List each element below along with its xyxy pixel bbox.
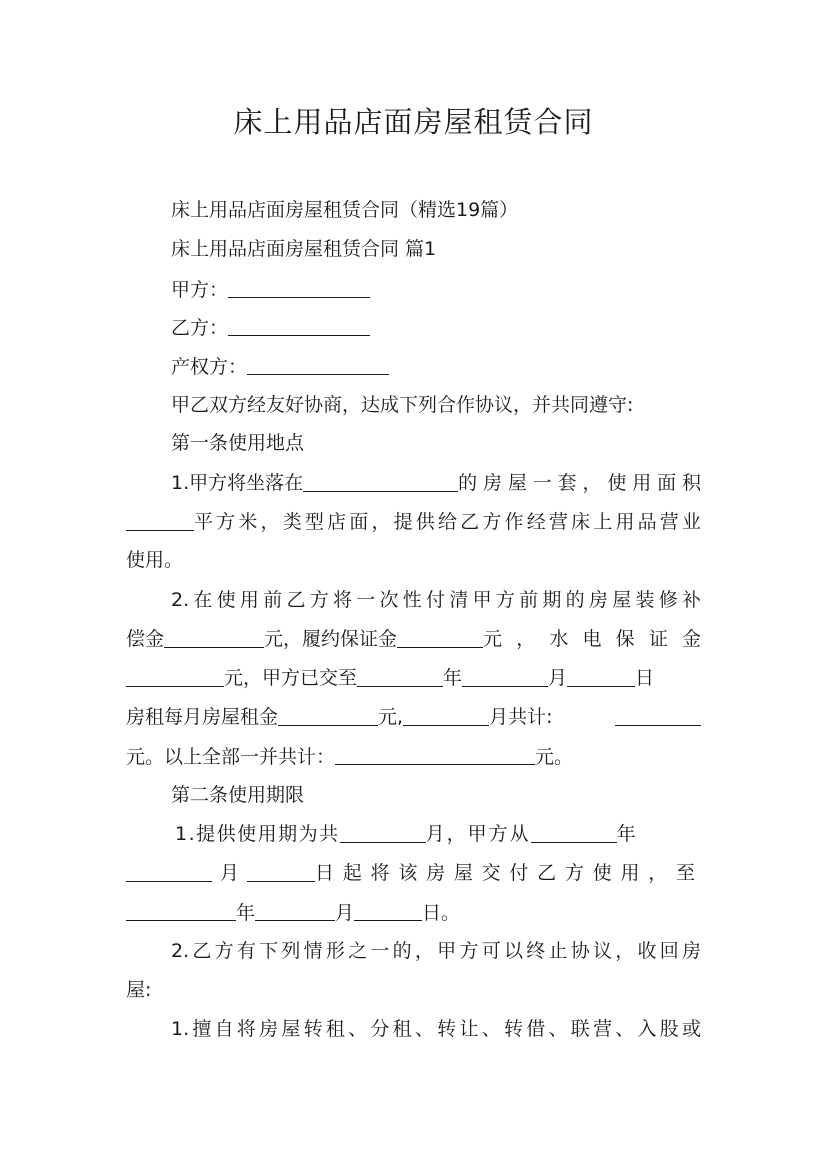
blank-field [228, 318, 370, 336]
owner-label: 产权方： [171, 356, 248, 378]
blank-field [531, 825, 617, 843]
party-a-label: 甲方： [171, 279, 229, 301]
blank-field [303, 474, 458, 492]
text-span: 元。以上全部一并共计： [126, 746, 336, 768]
text-span: 1.甲方将坐落在 [171, 472, 304, 494]
blank-field [354, 903, 422, 921]
paragraph-line: 1.擅自将房屋转租、分租、转让、转借、联营、入股或 [171, 1018, 701, 1040]
text-span: 月 [548, 667, 568, 689]
paragraph-line [126, 864, 701, 883]
party-a-line [171, 280, 370, 300]
blank-field [567, 669, 635, 687]
blank-field [247, 357, 389, 375]
text-span: 的房屋一套，使用面积 [458, 472, 701, 494]
text-span: 年 [236, 902, 256, 924]
text-span: 元，水电保证金 [483, 628, 701, 650]
blank-field [397, 630, 483, 648]
text-span: 平方米，类型店面，提供给乙方作经营床上用品营业 [194, 511, 701, 533]
blank-field [278, 708, 378, 726]
text-span: 月，甲方从 [425, 823, 531, 845]
document-title: 床上用品店面房屋租赁合同 [233, 105, 594, 139]
paragraph-line: 使用。 [126, 549, 184, 571]
blank-field [126, 513, 194, 531]
doc-subtitle: 床上用品店面房屋租赁合同（精选19篇） [171, 199, 519, 221]
paragraph-line [175, 825, 701, 844]
paragraph-line: 屋: [126, 979, 152, 1001]
paragraph-line [126, 747, 573, 767]
paragraph-line [126, 669, 701, 688]
text-span: 1.提供使用期为共 [175, 823, 340, 845]
text-span: 元，履约保证金 [264, 628, 398, 650]
text-span: 年 [443, 667, 463, 689]
paragraph-line [171, 474, 701, 493]
text-span: 月 [335, 902, 355, 924]
text-span: 元。 [535, 746, 574, 768]
blank-field [335, 747, 535, 765]
party-b-line [171, 318, 370, 338]
blank-field [126, 903, 236, 921]
text-span: 月共计: [489, 706, 553, 728]
paragraph-line [126, 903, 460, 923]
blank-field [255, 903, 335, 921]
blank-field [126, 864, 212, 882]
text-span: 日起将该房屋交付乙方使用，至 [315, 862, 701, 884]
blank-field [357, 669, 443, 687]
text-span: 元，甲方已交至 [224, 667, 358, 689]
text-span: 房租每月房屋租金 [126, 706, 279, 728]
section-heading: 床上用品店面房屋租赁合同 篇1 [171, 238, 437, 260]
blank-field [164, 630, 264, 648]
party-b-label: 乙方： [171, 317, 229, 339]
text-span: 年 [616, 823, 636, 845]
owner-line [171, 357, 389, 377]
paragraph-line [126, 513, 701, 532]
blank-field [340, 825, 426, 843]
paragraph-line: 甲乙双方经友好协商，达成下列合作协议，并共同遵守: [171, 394, 634, 416]
article-heading: 第一条使用地点 [171, 432, 305, 454]
text-span: 日 [635, 667, 655, 689]
text-span: 偿金 [126, 628, 165, 650]
blank-field [247, 864, 315, 882]
blank-field [228, 280, 370, 298]
text-span: 日。 [422, 902, 461, 924]
article-heading: 第二条使用期限 [171, 784, 305, 806]
paragraph-line [126, 708, 701, 727]
blank-field [462, 669, 548, 687]
paragraph-line: 2.在使用前乙方将一次性付清甲方前期的房屋装修补 [171, 589, 701, 611]
paragraph-line: 2.乙方有下列情形之一的，甲方可以终止协议，收回房 [171, 940, 701, 962]
blank-field [126, 669, 224, 687]
blank-field [615, 708, 701, 726]
text-span: 元, [378, 706, 404, 728]
paragraph-line [126, 630, 701, 649]
text-span: 月 [220, 862, 240, 884]
blank-field [403, 708, 489, 726]
